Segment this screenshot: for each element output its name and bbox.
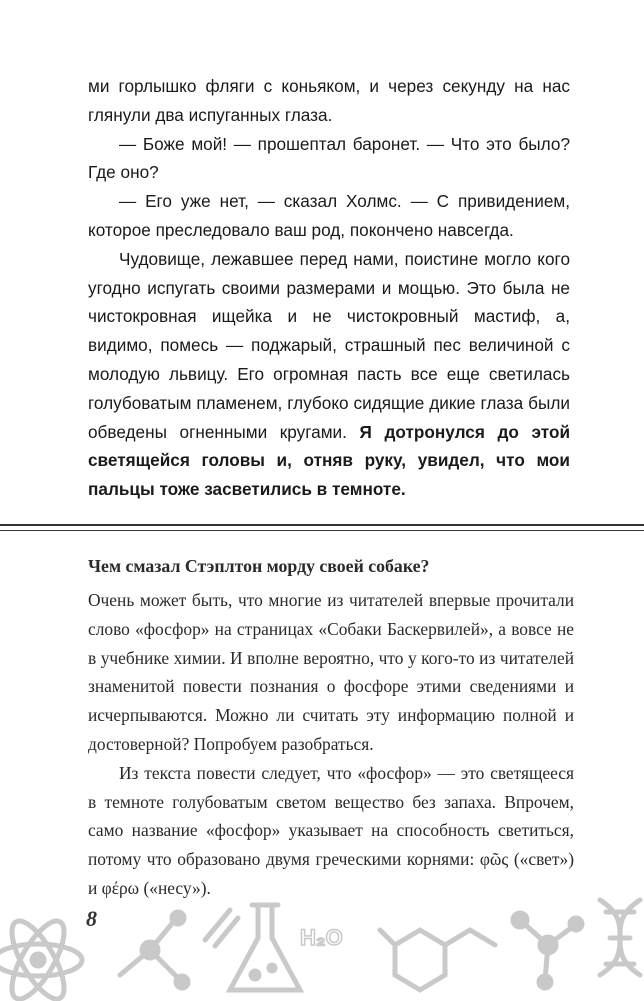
divider-top xyxy=(0,524,644,526)
atom-icon xyxy=(0,914,82,1001)
section-heading: Чем смазал Стэплтон морду своей собаке? xyxy=(88,556,430,576)
page-number: 8 xyxy=(86,906,97,931)
chemistry-decoration xyxy=(0,880,644,1001)
chemistry-section xyxy=(88,552,574,903)
excerpt-text: Чудовище, лежавшее перед нами, поистине могло кого угодно испугать своими размерами и мощью. Это была не чистокровная ищейка и не чистокровный мастиф, а, видимо, помесь — поджарый, страшный пес величиной с молодую львицу. Его огромная пасть все еще светилась голубоватым пламенем, глубоко сидящие дикие глаза были обведены огненными кругами. xyxy=(88,248,570,442)
divider-bottom xyxy=(0,530,644,531)
excerpt-paragraph: — Боже мой! — прошептал баронет. — Что это было? Где оно? xyxy=(88,133,570,183)
excerpt-paragraph: ми горлышко фляги с коньяком, и через секунду на нас глянули два испуганных глаза. xyxy=(88,76,570,125)
flask-icon xyxy=(230,905,300,990)
molecule-icon-2 xyxy=(513,913,582,988)
section-paragraph: Очень может быть, что многие из читателей впервые прочитали слово «фосфор» на страницах «Собаки Баскервилей», а вовсе не в учебнике химии. И вполне вероятно, что у кого-то из читателей знаменитой повести познания о фосфоре этими сведениями и исчерпываются. Можно ли считать эту информацию полной и достоверной? Попробуем разобраться. xyxy=(88,590,574,754)
molecule-icon xyxy=(120,912,188,988)
excerpt-bold-text: Я дотронулся до этой светящейся головы и, отняв руку, увидел, что мои пальцы тоже засветились в темноте. xyxy=(88,421,571,500)
book-excerpt xyxy=(88,72,570,504)
benzene-icon xyxy=(380,930,495,990)
section-paragraph: Из текста повести следует, что «фосфор» — это светящееся в темноте голубоватым светом вещество без запаха. Впрочем, само название «фосфор» указывает на способность светиться, потому что образовано двумя греческими корнями: φῶς («свет») и φέρω («несу»). xyxy=(88,762,574,898)
water-formula: H₂O xyxy=(300,925,343,950)
excerpt-paragraph xyxy=(88,245,570,504)
excerpt-paragraph: — Его уже нет, — сказал Холмс. — С привидением, которое преследовало ваш род, покончено навсегда. xyxy=(88,191,570,240)
pencil-icon xyxy=(205,910,238,946)
dna-icon xyxy=(600,900,640,975)
